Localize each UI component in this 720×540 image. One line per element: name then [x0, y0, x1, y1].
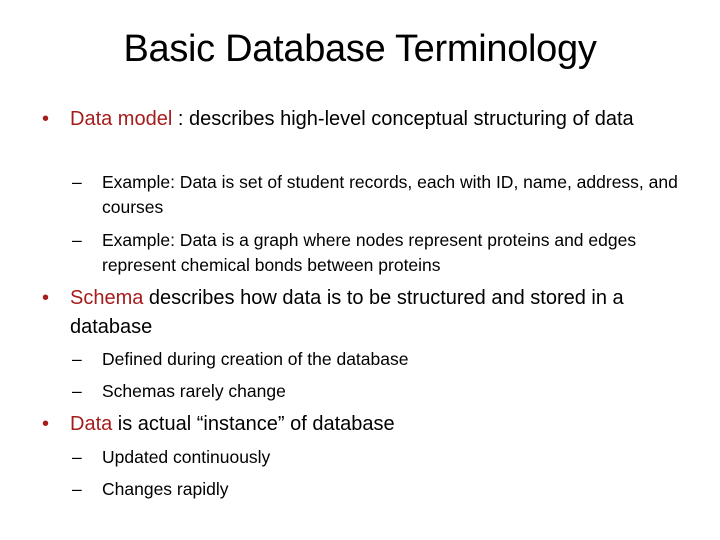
- slide-title: Basic Database Terminology: [123, 28, 597, 70]
- bullet-marker: •: [42, 287, 50, 309]
- sub-bullet: [72, 445, 682, 470]
- dash-marker: –: [72, 381, 82, 401]
- bullet-text: describes how data is to be structured and stored in a database: [70, 287, 624, 338]
- sub-bullet-text: Example: Data is a graph where nodes represent proteins and edges represent chemical bonds between proteins: [102, 230, 637, 275]
- dash-marker: –: [72, 447, 82, 467]
- term-schema: Schema: [70, 287, 144, 309]
- dash-marker: –: [72, 172, 82, 192]
- bullet-schema: [42, 284, 690, 342]
- term-data: Data: [70, 413, 113, 435]
- sub-bullet: [72, 228, 682, 278]
- dash-marker: –: [72, 349, 82, 369]
- bullet-data: [42, 410, 690, 439]
- bullet-marker: •: [42, 413, 50, 435]
- bullet-data-model: [42, 105, 690, 134]
- sub-bullet-text: Changes rapidly: [102, 479, 229, 499]
- sub-bullet-text: Example: Data is set of student records, each with ID, name, address, and courses: [102, 172, 678, 217]
- sub-bullet-text: Schemas rarely change: [102, 381, 286, 401]
- sub-bullet: [72, 170, 682, 220]
- dash-marker: –: [72, 479, 82, 499]
- sub-bullet: [72, 347, 682, 372]
- bullet-text: : describes high-level conceptual structuring of data: [172, 108, 634, 130]
- bullet-text: is actual “instance” of database: [112, 413, 395, 435]
- sub-bullet-text: Updated continuously: [102, 447, 271, 467]
- sub-bullet-text: Defined during creation of the database: [102, 349, 409, 369]
- sub-bullet: [72, 477, 682, 502]
- bullet-marker: •: [42, 108, 50, 130]
- dash-marker: –: [72, 230, 82, 250]
- sub-bullet: [72, 379, 682, 404]
- term-data-model: Data model: [70, 108, 173, 130]
